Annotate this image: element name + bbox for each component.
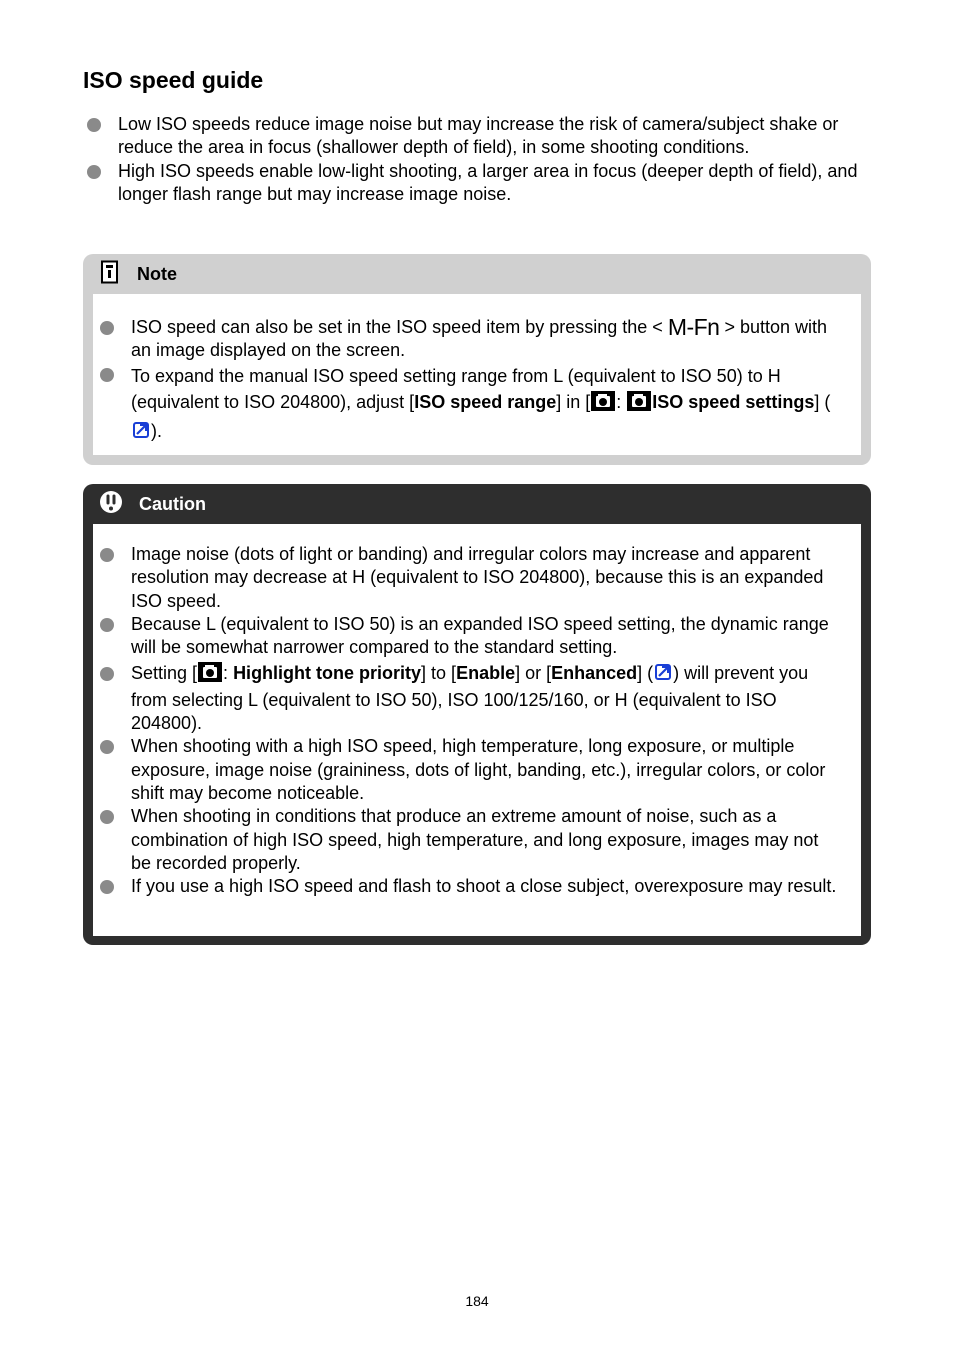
list-item: High ISO speeds enable low-light shooting, a larger area in focus (deeper depth of field), and longer flash range but may increase image noise. [83, 160, 878, 207]
note-header [83, 254, 871, 294]
list-item: Image noise (dots of light or banding) and irregular colors may increase and apparent resolution may decrease at H (equivalent to ISO 204800), because this is an expanded ISO speed. [93, 543, 838, 613]
bullet-icon [87, 165, 101, 179]
list-item: To expand the manual ISO speed setting range from L (equivalent to ISO 50) to H (equivalent to ISO 204800), adjust [ISO speed range] in [ : ISO speed settings] (). [93, 363, 838, 447]
note-list [93, 316, 838, 447]
enable-label: Enable [456, 663, 516, 684]
page-link-icon[interactable] [131, 420, 151, 447]
enhanced-label: Enhanced [551, 663, 638, 684]
camera-icon [626, 391, 652, 418]
bullet-icon [100, 618, 114, 632]
iso-speed-settings-label: ISO speed settings [652, 391, 815, 412]
bullet-icon [100, 880, 114, 894]
page-link-icon[interactable] [653, 662, 673, 688]
bullet-icon [87, 118, 101, 132]
note-icon [99, 260, 121, 289]
list-item: When shooting in conditions that produce an extreme amount of noise, such as a combination of high ISO speed, high temperature, and long exposure, images may not be recorded properly. [93, 805, 838, 875]
iso-guide-list [83, 113, 878, 206]
bullet-icon [100, 810, 114, 824]
bullet-icon [100, 321, 114, 335]
caution-title: Caution [139, 493, 206, 514]
caution-icon [99, 490, 123, 519]
bullet-icon [100, 667, 114, 681]
highlight-tone-priority-label: Highlight tone priority [233, 663, 422, 684]
bullet-icon [100, 740, 114, 754]
camera-icon [590, 391, 616, 418]
list-item: Setting [ : Highlight tone priority] to [Enable] or [Enhanced] ( ) will prevent you from selecting L (equivalent to ISO 50), ISO 100/125/160, or H (equivalent to ISO 204800). [93, 662, 838, 735]
mfn-button-icon: M-Fn [667, 314, 720, 340]
caution-box [83, 484, 871, 945]
note-box [83, 254, 871, 465]
list-item: When shooting with a high ISO speed, high temperature, long exposure, or multiple exposure, image noise (graininess, dots of light, banding, etc.), irregular colors, or color shift may become noticeable. [93, 735, 838, 805]
caution-body [93, 524, 861, 936]
note-body [93, 294, 861, 455]
list-item: Low ISO speeds reduce image noise but may increase the risk of camera/subject shake or reduce the area in focus (shallower depth of field), in some shooting conditions. [83, 113, 878, 160]
list-item: If you use a high ISO speed and flash to shoot a close subject, overexposure may result. [93, 875, 838, 898]
list-item: ISO speed can also be set in the ISO speed item by pressing the < M-Fn > button with an image displayed on the screen. [93, 316, 838, 363]
page-title: ISO speed guide [83, 67, 264, 93]
iso-speed-range-label: ISO speed range [414, 391, 557, 412]
caution-list [93, 543, 838, 898]
note-title: Note [137, 263, 177, 284]
list-item: Because L (equivalent to ISO 50) is an expanded ISO speed setting, the dynamic range will be somewhat narrower compared to the standard setting. [93, 613, 838, 660]
bullet-icon [100, 548, 114, 562]
caution-header [83, 484, 871, 524]
bullet-icon [100, 368, 114, 382]
camera-icon [197, 662, 223, 688]
page-number: 184 [465, 1293, 489, 1309]
